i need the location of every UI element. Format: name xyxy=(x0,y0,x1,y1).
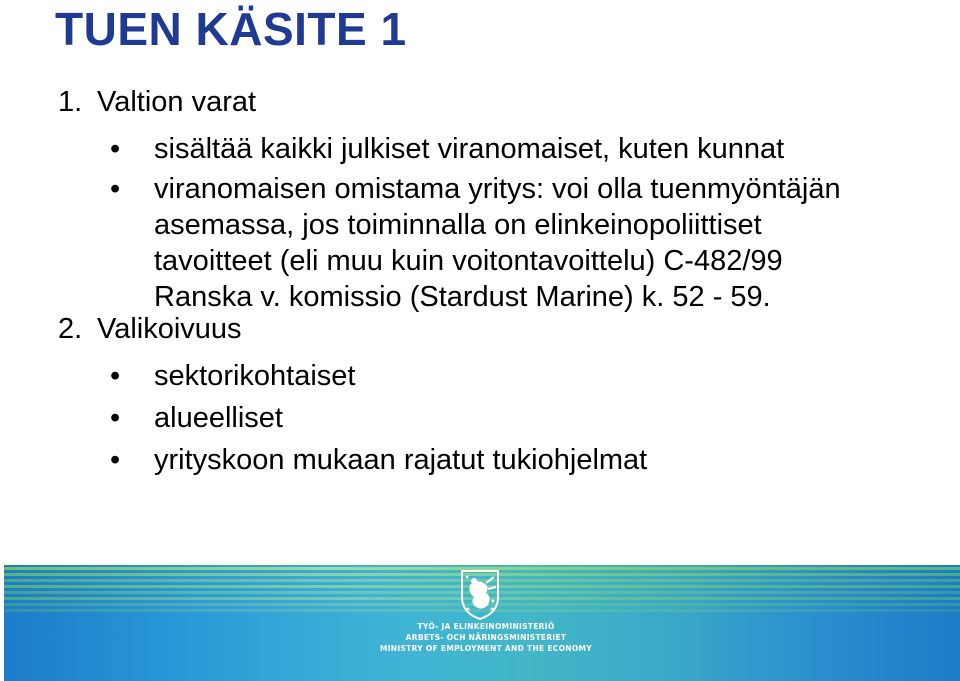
bullet-marker: • xyxy=(110,360,121,392)
bullet-line: alueelliset xyxy=(154,402,283,434)
slide-title: TUEN KÄSITE 1 xyxy=(55,3,407,55)
section-number: 2. xyxy=(58,313,83,345)
bullet-line: sektorikohtaiset xyxy=(154,360,356,392)
ministry-name-en: MINISTRY OF EMPLOYMENT AND THE ECONOMY xyxy=(379,644,593,653)
section-heading-text: Valikoivuus xyxy=(97,313,242,345)
bullet-marker: • xyxy=(110,133,121,165)
bullet-line: Ranska v. komissio (Stardust Marine) k. 52 - 59. xyxy=(154,281,771,313)
section-heading-2 xyxy=(58,313,242,346)
section-heading-1 xyxy=(58,86,256,119)
section-number: 1. xyxy=(58,86,83,118)
lion-coat-of-arms-icon xyxy=(456,567,504,621)
ministry-footer-banner xyxy=(4,565,960,681)
bullet-line: asemassa, jos toiminnalla on elinkeinopoliittiset xyxy=(154,209,762,241)
bullet-line: yrityskoon mukaan rajatut tukiohjelmat xyxy=(154,444,648,476)
section-heading-text: Valtion varat xyxy=(97,86,257,118)
ministry-name-sv: ARBETS- OCH NÄRINGSMINISTERIET xyxy=(405,633,567,642)
bullet-marker: • xyxy=(110,402,121,434)
bullet-marker: • xyxy=(110,173,121,205)
bullet-line: tavoitteet (eli muu kuin voitontavoittelu) C-482/99 xyxy=(154,245,783,277)
bullet-line: sisältää kaikki julkiset viranomaiset, kuten kunnat xyxy=(154,133,785,165)
ministry-name xyxy=(366,621,606,654)
bullet-line: viranomaisen omistama yritys: voi olla tuenmyöntäjän xyxy=(154,173,841,205)
ministry-name-fi: TYÖ- JA ELINKEINOMINISTERIÖ xyxy=(417,622,555,631)
bullet-marker: • xyxy=(110,444,121,476)
